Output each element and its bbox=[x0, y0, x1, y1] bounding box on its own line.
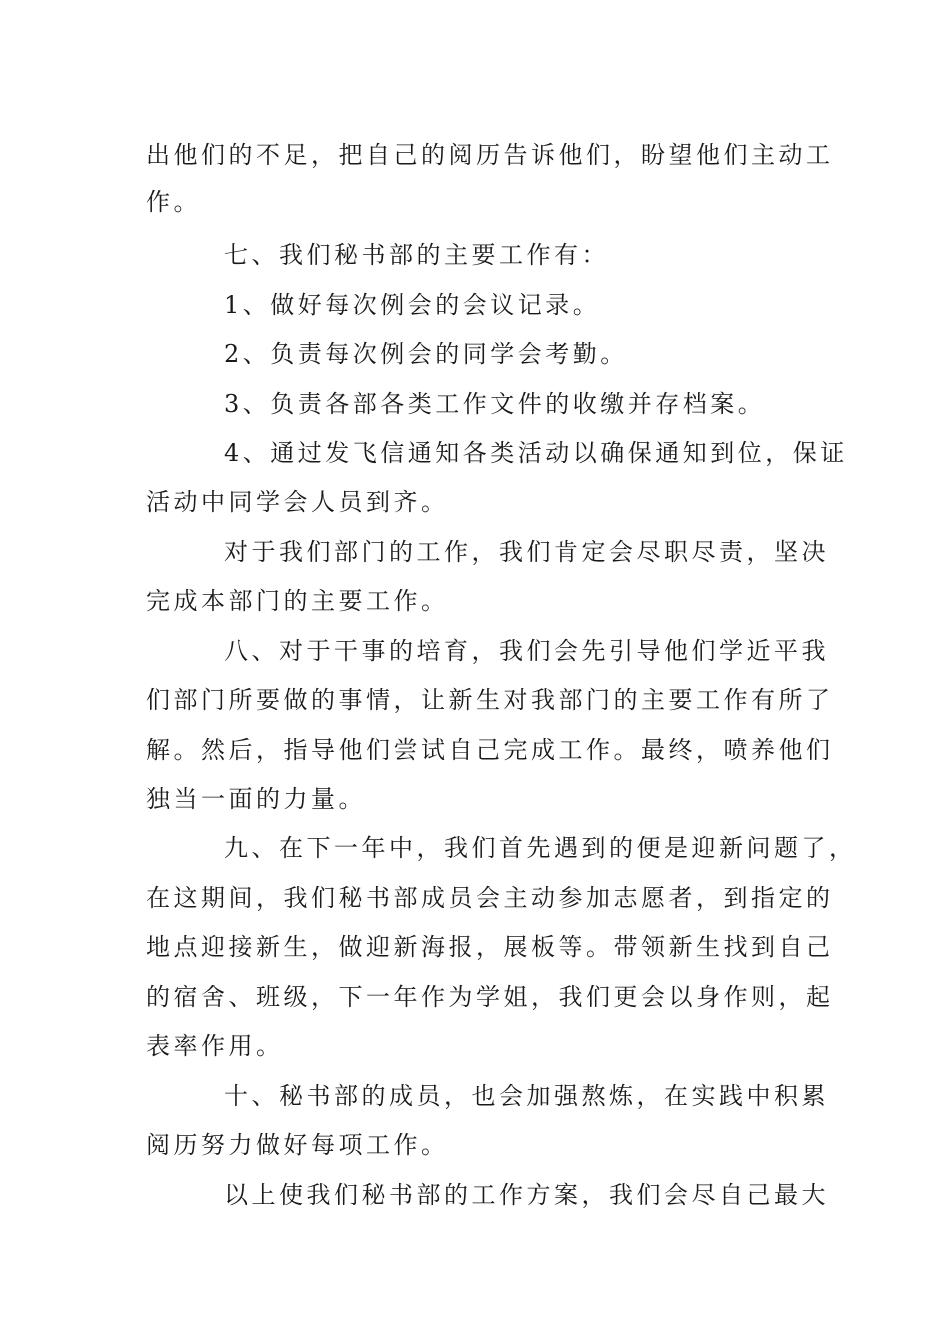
text-line: 阅历努力做好每项工作。 bbox=[146, 1131, 449, 1159]
section-heading-eight: 八、对于干事的培育，我们会先引导他们学近平我 bbox=[224, 637, 829, 665]
text-line: 完成本部门的主要工作。 bbox=[146, 587, 449, 615]
section-heading-seven: 七、我们秘书部的主要工作有： bbox=[224, 241, 609, 269]
text-line: 地点迎接新生，做迎新海报，展板等。带领新生找到自己 bbox=[146, 933, 834, 961]
text-line: 们部门所要做的事情，让新生对我部门的主要工作有所了 bbox=[146, 686, 834, 714]
text-line: 表率作用。 bbox=[146, 1032, 284, 1060]
list-item: 2、负责每次例会的同学会考勤。 bbox=[224, 340, 628, 368]
paragraph-start: 对于我们部门的工作，我们肯定会尽职尽责，坚决 bbox=[224, 538, 829, 566]
section-heading-nine: 九、在下一年中，我们首先遇到的便是迎新问题了， bbox=[224, 834, 857, 862]
text-line: 独当一面的力量。 bbox=[146, 785, 366, 813]
text-line: 解。然后，指导他们尝试自己完成工作。最终，喷养他们 bbox=[146, 736, 834, 764]
text-line: 的宿舍、班级，下一年作为学姐，我们更会以身作则，起 bbox=[146, 983, 834, 1011]
paragraph-start: 以上使我们秘书部的工作方案，我们会尽自己最大 bbox=[224, 1181, 829, 1209]
text-line: 在这期间，我们秘书部成员会主动参加志愿者，到指定的 bbox=[146, 884, 834, 912]
text-line: 出他们的不足，把自己的阅历告诉他们，盼望他们主动工 bbox=[146, 141, 834, 169]
section-heading-ten: 十、秘书部的成员，也会加强熬炼，在实践中积累 bbox=[224, 1082, 829, 1110]
list-item: 4、通过发飞信通知各类活动以确保通知到位，保证 bbox=[224, 439, 848, 467]
list-item: 1、做好每次例会的会议记录。 bbox=[224, 291, 601, 319]
text-line: 作。 bbox=[146, 188, 201, 216]
text-line: 活动中同学会人员到齐。 bbox=[146, 488, 449, 516]
list-item: 3、负责各部各类工作文件的收缴并存档案。 bbox=[224, 390, 766, 418]
